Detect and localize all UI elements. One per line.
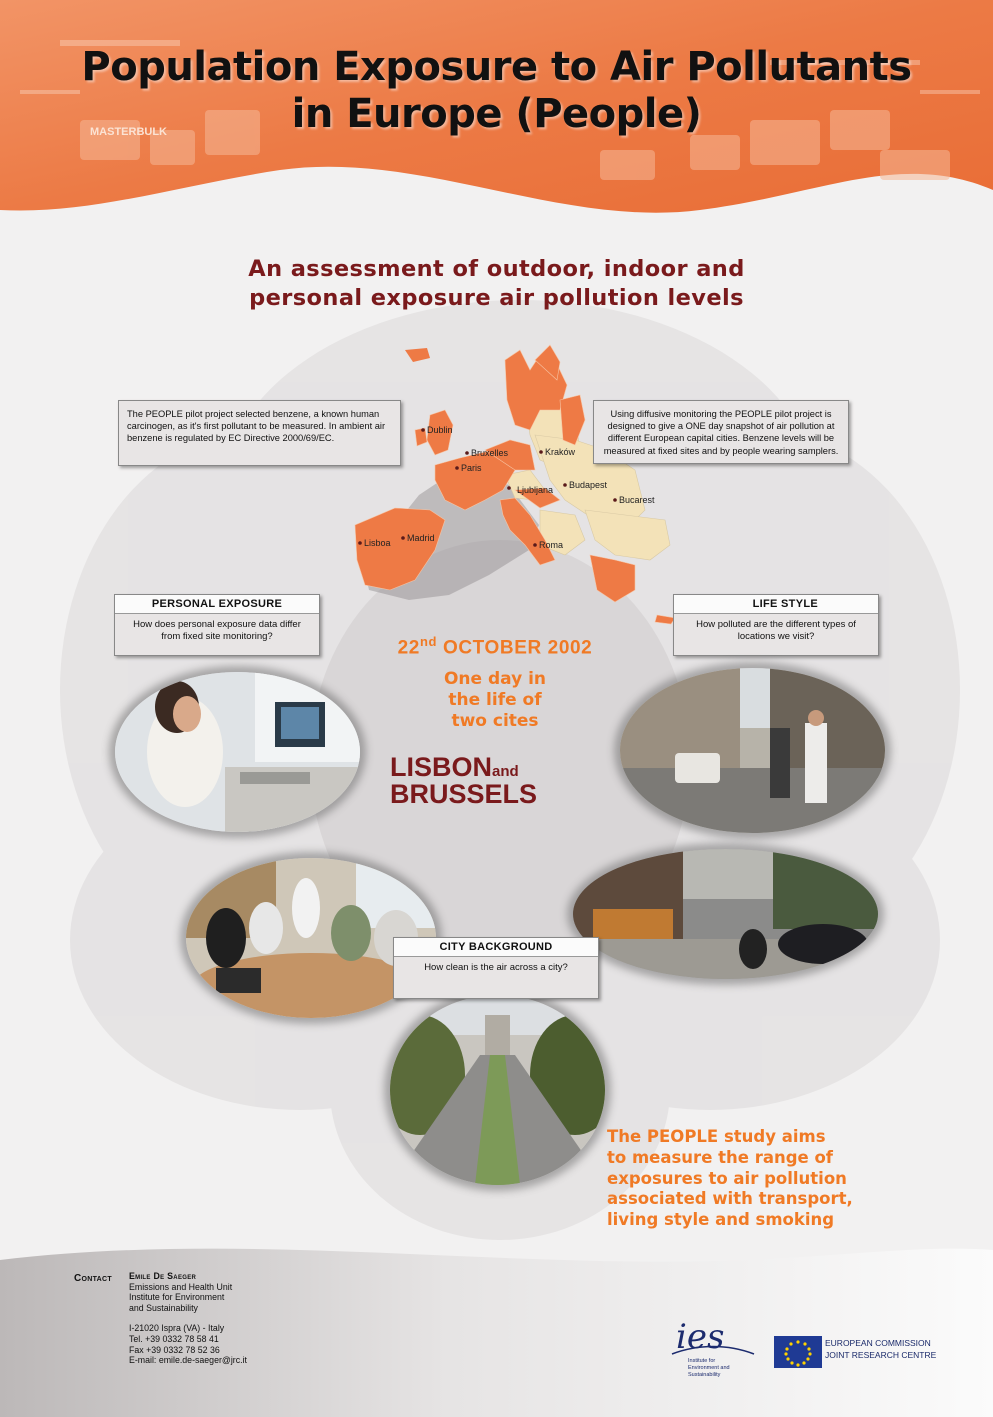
city-brussels: BRUSSELS bbox=[390, 779, 538, 809]
city-ljubljana: Ljubljana bbox=[517, 485, 554, 495]
europe-map bbox=[335, 340, 695, 640]
study-line-1: The PEOPLE study aims bbox=[607, 1127, 826, 1146]
contact-email[interactable]: E-mail: emile.de-saeger@jrc.it bbox=[129, 1355, 247, 1366]
study-line-5: living style and smoking bbox=[607, 1210, 835, 1230]
study-aim-text bbox=[607, 1127, 927, 1231]
photo-street-cafe bbox=[573, 849, 878, 979]
question-text: How polluted are the different types of locations we visit? bbox=[696, 619, 856, 642]
contact-name: Emile De Saeger bbox=[129, 1271, 197, 1281]
city-budapest: Budapest bbox=[569, 480, 608, 490]
contact-fax: Fax +39 0332 78 52 36 bbox=[129, 1344, 220, 1355]
city-madrid: Madrid bbox=[407, 533, 435, 543]
study-line-2: to measure the range of bbox=[607, 1147, 833, 1167]
study-line-4: associated with transport, bbox=[607, 1189, 853, 1209]
question-title: CITY BACKGROUND bbox=[394, 938, 598, 957]
one-day-line-2: the life of bbox=[448, 690, 542, 710]
ec-line-2: JOINT RESEARCH CENTRE bbox=[825, 1350, 937, 1360]
title-line-2: in Europe (People) bbox=[291, 91, 702, 137]
event-date bbox=[320, 634, 670, 659]
ies-mark: ies bbox=[676, 1317, 725, 1357]
city-paris: Paris bbox=[461, 463, 482, 473]
info-box-benzene bbox=[118, 400, 401, 466]
city-dublin: Dublin bbox=[427, 425, 453, 435]
subtitle-line-2: personal exposure air pollution levels bbox=[249, 285, 744, 311]
featured-cities bbox=[390, 754, 610, 808]
ec-name bbox=[825, 1337, 936, 1361]
photo-city-avenue bbox=[390, 995, 605, 1185]
info-box-monitoring bbox=[593, 400, 849, 464]
city-lisboa: Lisboa bbox=[364, 538, 391, 548]
date-suffix: nd bbox=[419, 634, 438, 649]
city-bruxelles: Bruxelles bbox=[471, 448, 509, 458]
question-box-city-background bbox=[393, 937, 599, 999]
city-krakow: Kraków bbox=[545, 447, 576, 457]
question-text: How does personal exposure data differ from fixed site monitoring? bbox=[133, 619, 301, 642]
contact-institute-2: and Sustainability bbox=[129, 1302, 198, 1313]
date-day: 22 bbox=[397, 637, 420, 659]
city-lisbon: LISBON bbox=[390, 752, 493, 782]
city-bucarest: Bucarest bbox=[619, 495, 655, 505]
cities-and: and bbox=[492, 763, 519, 780]
contact-unit: Emissions and Health Unit bbox=[129, 1281, 233, 1292]
photo-office-worker bbox=[115, 672, 360, 832]
question-box-personal-exposure bbox=[114, 594, 320, 656]
info-box-monitoring-text: Using diffusive monitoring the PEOPLE pilot project is designed to give a ONE day snapshot of air pollution at different European capital cities. Benzene levels will be measured at fixed sites and by people wearing samplers. bbox=[603, 409, 839, 456]
ies-logo bbox=[668, 1314, 758, 1380]
ies-line-1: Institute for bbox=[688, 1358, 716, 1364]
ies-line-2: Environment and bbox=[688, 1365, 730, 1371]
study-line-3: exposures to air pollution bbox=[607, 1168, 847, 1188]
ec-line-1: EUROPEAN COMMISSION bbox=[825, 1338, 931, 1348]
title-line-1: Population Exposure to Air Pollutants bbox=[81, 44, 912, 90]
contact-address: I-21020 Ispra (VA) - Italy bbox=[129, 1323, 225, 1334]
question-title: PERSONAL EXPOSURE bbox=[115, 595, 319, 614]
one-day-line-1: One day in bbox=[443, 669, 547, 689]
subtitle bbox=[190, 255, 803, 313]
header-truck-sign: MASTERBULK bbox=[90, 126, 167, 138]
contact-details bbox=[129, 1271, 319, 1366]
page-title bbox=[0, 44, 993, 138]
ies-line-3: Sustainability bbox=[688, 1372, 721, 1378]
contact-label: Contact bbox=[74, 1273, 112, 1284]
photo-city-street bbox=[620, 668, 885, 833]
city-roma: Roma bbox=[539, 540, 564, 550]
subtitle-line-1: An assessment of outdoor, indoor and bbox=[248, 256, 745, 282]
contact-tel: Tel. +39 0332 78 58 41 bbox=[129, 1333, 219, 1344]
one-day-line-3: two cites bbox=[451, 711, 539, 731]
date-month-year: OCTOBER 2002 bbox=[437, 637, 593, 659]
one-day-heading bbox=[380, 669, 610, 732]
info-box-benzene-text: The PEOPLE pilot project selected benzene, a known human carcinogen, as it's first pollutant to be measured. In ambient air benzene is regulated by EC Directive 2000/69/EC. bbox=[127, 409, 386, 444]
question-title: LIFE STYLE bbox=[674, 595, 878, 614]
question-text: How clean is the air across a city? bbox=[424, 962, 568, 973]
contact-institute-1: Institute for Environment bbox=[129, 1292, 225, 1303]
question-box-life-style bbox=[673, 594, 879, 656]
